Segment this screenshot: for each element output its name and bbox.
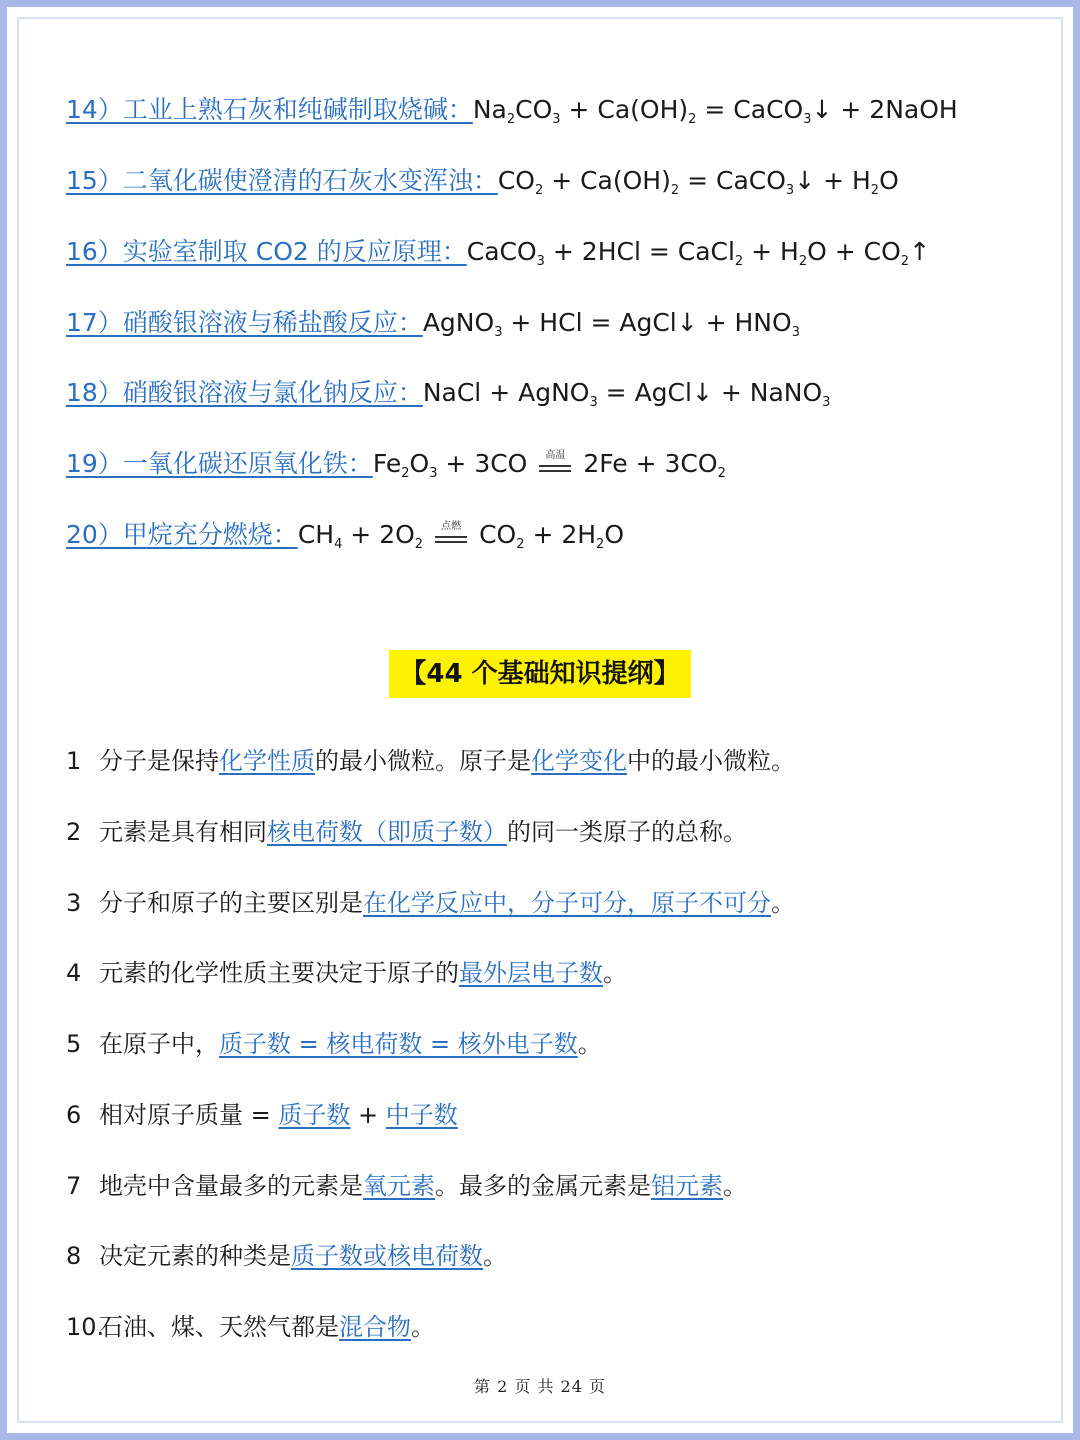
equation-formula: NaCl + AgNO$_3$ = AgCl↓ + NaNO$_3$ xyxy=(422,378,831,410)
knowledge-text: 。 xyxy=(483,1242,507,1270)
equation-label: 14）工业上熟石灰和纯碱制取烧碱： xyxy=(66,95,473,124)
equation-label: 17）硝酸银溶液与稀盐酸反应： xyxy=(66,308,423,337)
knowledge-text: 元素是具有相同 xyxy=(99,818,267,846)
equation-formula: $CO_2 + Ca(OH)_2$ = CaCO$_3$↓ + $H_2O$ xyxy=(497,166,899,198)
knowledge-point xyxy=(66,814,747,850)
equation-line xyxy=(66,163,899,209)
highlighted-answer: 混合物 xyxy=(339,1313,411,1341)
knowledge-point xyxy=(66,1168,747,1204)
knowledge-point xyxy=(66,1309,435,1345)
knowledge-text: 决定元素的种类是 xyxy=(99,1242,291,1270)
equation-line xyxy=(66,92,958,138)
knowledge-point xyxy=(66,885,795,921)
reaction-condition xyxy=(431,523,471,549)
highlighted-answer: 质子数 = 核电荷数 = 核外电子数 xyxy=(219,1030,578,1058)
equation-label: 15）二氧化碳使澄清的石灰水变浑浊： xyxy=(66,166,498,195)
highlighted-answer: 质子数或核电荷数 xyxy=(291,1242,483,1270)
highlighted-answer: 核电荷数（即质子数） xyxy=(267,818,507,846)
highlighted-answer: 氧元素 xyxy=(363,1172,435,1200)
knowledge-text: 分子是保持 xyxy=(99,747,219,775)
equation-formula: $Na_2CO_3 + Ca(OH)_2$ = CaCO$_3$↓ + 2NaOH xyxy=(472,95,958,127)
knowledge-text: 的同一类原子的总称。 xyxy=(507,818,747,846)
knowledge-text: 元素的化学性质主要决定于原子的 xyxy=(99,959,459,987)
knowledge-point-number: 7 xyxy=(66,1172,82,1200)
knowledge-text: 在原子中， xyxy=(99,1030,219,1058)
equation-formula: AgNO$_3$ + HCl = AgCl↓ + $HNO_3$ xyxy=(422,308,800,340)
equation-formula-right: $CO_2 + 2H_2O$ xyxy=(479,520,625,552)
knowledge-point xyxy=(66,955,627,991)
equation-formula-left: $Fe_2O_3 + 3CO$ xyxy=(372,449,528,481)
knowledge-text: 地壳中含量最多的元素是 xyxy=(99,1172,363,1200)
equals-bar-bottom xyxy=(435,541,467,543)
knowledge-point-number: 2 xyxy=(66,818,82,846)
knowledge-text: 石油、煤、天然气都是 xyxy=(99,1313,339,1341)
knowledge-text: 。最多的金属元素是 xyxy=(435,1172,651,1200)
equals-bar-top xyxy=(435,536,467,538)
knowledge-point-number: 8 xyxy=(66,1242,82,1270)
equation-formula: CaCO$_3$ + 2HCl = CaCl$_2$ + $H_2O$ + $CO_2↑$ xyxy=(466,237,931,269)
knowledge-text: 分子和原子的主要区别是 xyxy=(99,889,363,917)
knowledge-text: 。 xyxy=(723,1172,747,1200)
knowledge-text: 。 xyxy=(577,1030,602,1058)
equation-label: 20）甲烷充分燃烧： xyxy=(66,520,298,549)
knowledge-text: 中的最小微粒。 xyxy=(627,747,795,775)
knowledge-text: 。 xyxy=(771,889,795,917)
page-footer: 第 2 页 共 24 页 xyxy=(474,1377,606,1396)
equation-formula-right: $2Fe + 3CO_2$ xyxy=(583,449,726,481)
knowledge-text: 。 xyxy=(603,959,627,987)
equation-label: 19）一氧化碳还原氧化铁： xyxy=(66,449,373,478)
equation-label: 18）硝酸银溶液与氯化钠反应： xyxy=(66,378,423,407)
knowledge-point-number: 4 xyxy=(66,959,82,987)
equation-line xyxy=(66,446,726,492)
knowledge-text: 。 xyxy=(411,1313,435,1341)
highlighted-answer: 铝元素 xyxy=(651,1172,723,1200)
equation-line xyxy=(66,234,930,280)
equals-bar-top xyxy=(539,465,571,467)
knowledge-point xyxy=(66,1097,458,1133)
highlighted-answer: 最外层电子数 xyxy=(459,959,603,987)
knowledge-text: 的最小微粒。原子是 xyxy=(315,747,531,775)
knowledge-point xyxy=(66,1238,507,1274)
knowledge-point-number: 3 xyxy=(66,889,82,917)
section-title: 【44 个基础知识提纲】 xyxy=(389,650,691,698)
highlighted-answer: 化学变化 xyxy=(531,747,627,775)
knowledge-point-number: 1 xyxy=(66,747,82,775)
highlighted-answer: 化学性质 xyxy=(219,747,315,775)
condition-text: 点燃 xyxy=(441,521,462,532)
reaction-condition xyxy=(535,452,575,478)
knowledge-text: 相对原子质量 = xyxy=(99,1101,279,1129)
condition-text: 高温 xyxy=(545,450,566,461)
equation-line xyxy=(66,305,800,351)
highlighted-answer: 在化学反应中，分子可分，原子不可分 xyxy=(363,889,771,917)
equation-line xyxy=(66,375,830,421)
highlighted-answer: 质子数 xyxy=(278,1101,351,1129)
equation-formula-left: $CH_4 + 2O_2$ xyxy=(297,520,424,552)
knowledge-point-number: 6 xyxy=(66,1101,82,1129)
knowledge-text: + xyxy=(350,1101,386,1129)
equation-line xyxy=(66,517,624,563)
highlighted-answer: 中子数 xyxy=(385,1101,458,1129)
knowledge-point-number: 5 xyxy=(66,1030,82,1058)
equation-label: 16）实验室制取 CO2 的反应原理： xyxy=(66,237,467,266)
knowledge-point xyxy=(66,1026,602,1062)
knowledge-point-number: 10. xyxy=(66,1313,105,1341)
equals-bar-bottom xyxy=(539,470,571,472)
knowledge-point xyxy=(66,743,795,779)
